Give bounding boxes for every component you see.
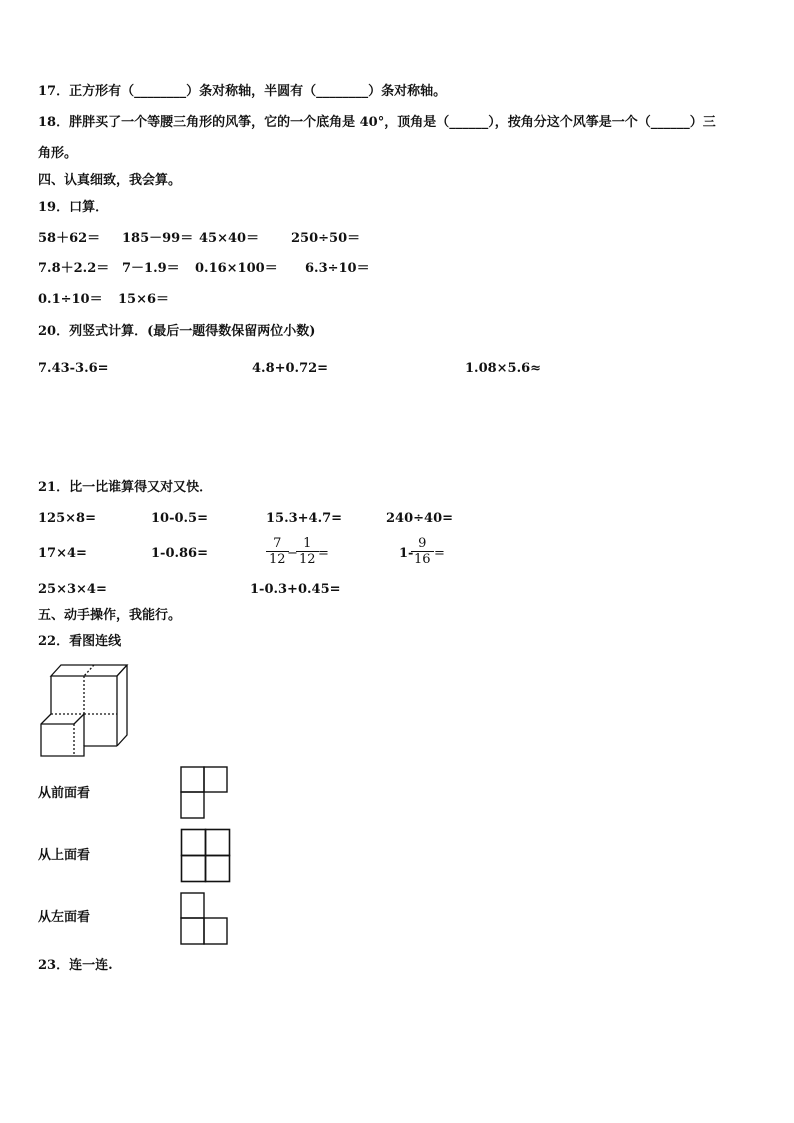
q21-r1-c4: 240÷40= [386, 511, 454, 526]
q19-r1-c1: 58＋62＝ [38, 231, 101, 246]
numerator: 9 [411, 536, 434, 552]
view-front-grid[interactable] [180, 766, 230, 820]
q21-fraction-1-12 [296, 536, 319, 567]
q19-r1-c2: 185－99＝ [122, 231, 194, 246]
top-face [51, 665, 127, 676]
q18-line-2: 角形。 [38, 146, 78, 161]
view-label-front: 从前面看 [38, 786, 91, 801]
q19-r3-c2: 15×6＝ [118, 292, 170, 307]
q18-text-3: ）三 [689, 115, 716, 130]
denominator: 12 [269, 552, 286, 567]
q18-blank-1[interactable]: ______ [449, 115, 489, 130]
q21-fraction-7-12 [266, 536, 289, 567]
numerator: 1 [296, 536, 319, 552]
top-divider [84, 665, 94, 676]
q19-r1-c3: 45×40＝ [199, 231, 260, 246]
q19-title: 19．口算． [38, 200, 109, 215]
q21-equals-sign: = [318, 546, 329, 561]
q19-r2-c2: 7－1.9＝ [122, 261, 180, 276]
q18-text-1: 胖胖买了一个等腰三角形的风筝，它的一个底角是 40°，顶角是（ [69, 115, 450, 130]
q21-one-minus: 1- [399, 546, 414, 561]
q20-item-2: 4.8+0.72= [252, 361, 329, 376]
q21-r1-c2: 10-0.5= [151, 511, 208, 526]
q17-blank-1[interactable]: ________ [134, 84, 187, 99]
q20-title: 20．列竖式计算．(最后一题得数保留两位小数) [38, 324, 316, 339]
q21-equals-sign-2: = [434, 546, 445, 561]
q23-title: 23．连一连. [38, 958, 113, 973]
q19-r2-c4: 6.3÷10＝ [305, 261, 370, 276]
view-top-grid[interactable] [180, 828, 232, 884]
q17-number: 17． [38, 84, 70, 99]
question-18 [38, 115, 716, 131]
numerator: 7 [266, 536, 289, 552]
q21-minus-sign: − [287, 546, 298, 561]
q19-r3-c1: 0.1÷10＝ [38, 292, 103, 307]
q17-text-3: ）条对称轴。 [368, 84, 447, 99]
q17-blank-2[interactable]: ________ [316, 84, 369, 99]
denominator: 12 [299, 552, 316, 567]
q21-title: 21．比一比谁算得又对又快． [38, 480, 213, 495]
view-left-grid[interactable] [180, 892, 230, 946]
lower-outline [41, 714, 117, 756]
q17-text-1: 正方形有（ [69, 84, 135, 99]
section-4-heading: 四、认真细致，我会算。 [38, 173, 182, 188]
q20-item-1: 7.43-3.6= [38, 361, 109, 376]
q21-r3-c1: 25×3×4= [38, 582, 107, 597]
cube-stack-figure [38, 662, 132, 760]
q18-blank-2[interactable]: ______ [650, 115, 690, 130]
view-label-left: 从左面看 [38, 910, 91, 925]
right-side-edge [117, 665, 127, 746]
q20-item-3: 1.08×5.6≈ [465, 361, 542, 376]
q19-r2-c1: 7.8＋2.2＝ [38, 261, 110, 276]
section-5-heading: 五、动手操作，我能行。 [38, 608, 182, 623]
q21-r2-c2: 1-0.86= [151, 546, 208, 561]
q18-text-2: ），按角分这个风筝是一个（ [488, 115, 651, 130]
q22-title: 22．看图连线 [38, 634, 122, 649]
q18-number: 18． [38, 115, 70, 130]
question-17 [38, 84, 446, 100]
q19-r1-c4: 250÷50＝ [291, 231, 361, 246]
view-label-top: 从上面看 [38, 848, 91, 863]
q21-r1-c3: 15.3+4.7= [266, 511, 343, 526]
q21-r1-c1: 125×8= [38, 511, 96, 526]
q19-r2-c3: 0.16×100＝ [195, 261, 278, 276]
q21-r2-c1: 17×4= [38, 546, 87, 561]
q21-fraction-9-16 [411, 536, 434, 567]
denominator: 16 [414, 552, 431, 567]
q21-r3-c2: 1-0.3+0.45= [250, 582, 341, 597]
q17-text-2: ）条对称轴，半圆有（ [186, 84, 317, 99]
